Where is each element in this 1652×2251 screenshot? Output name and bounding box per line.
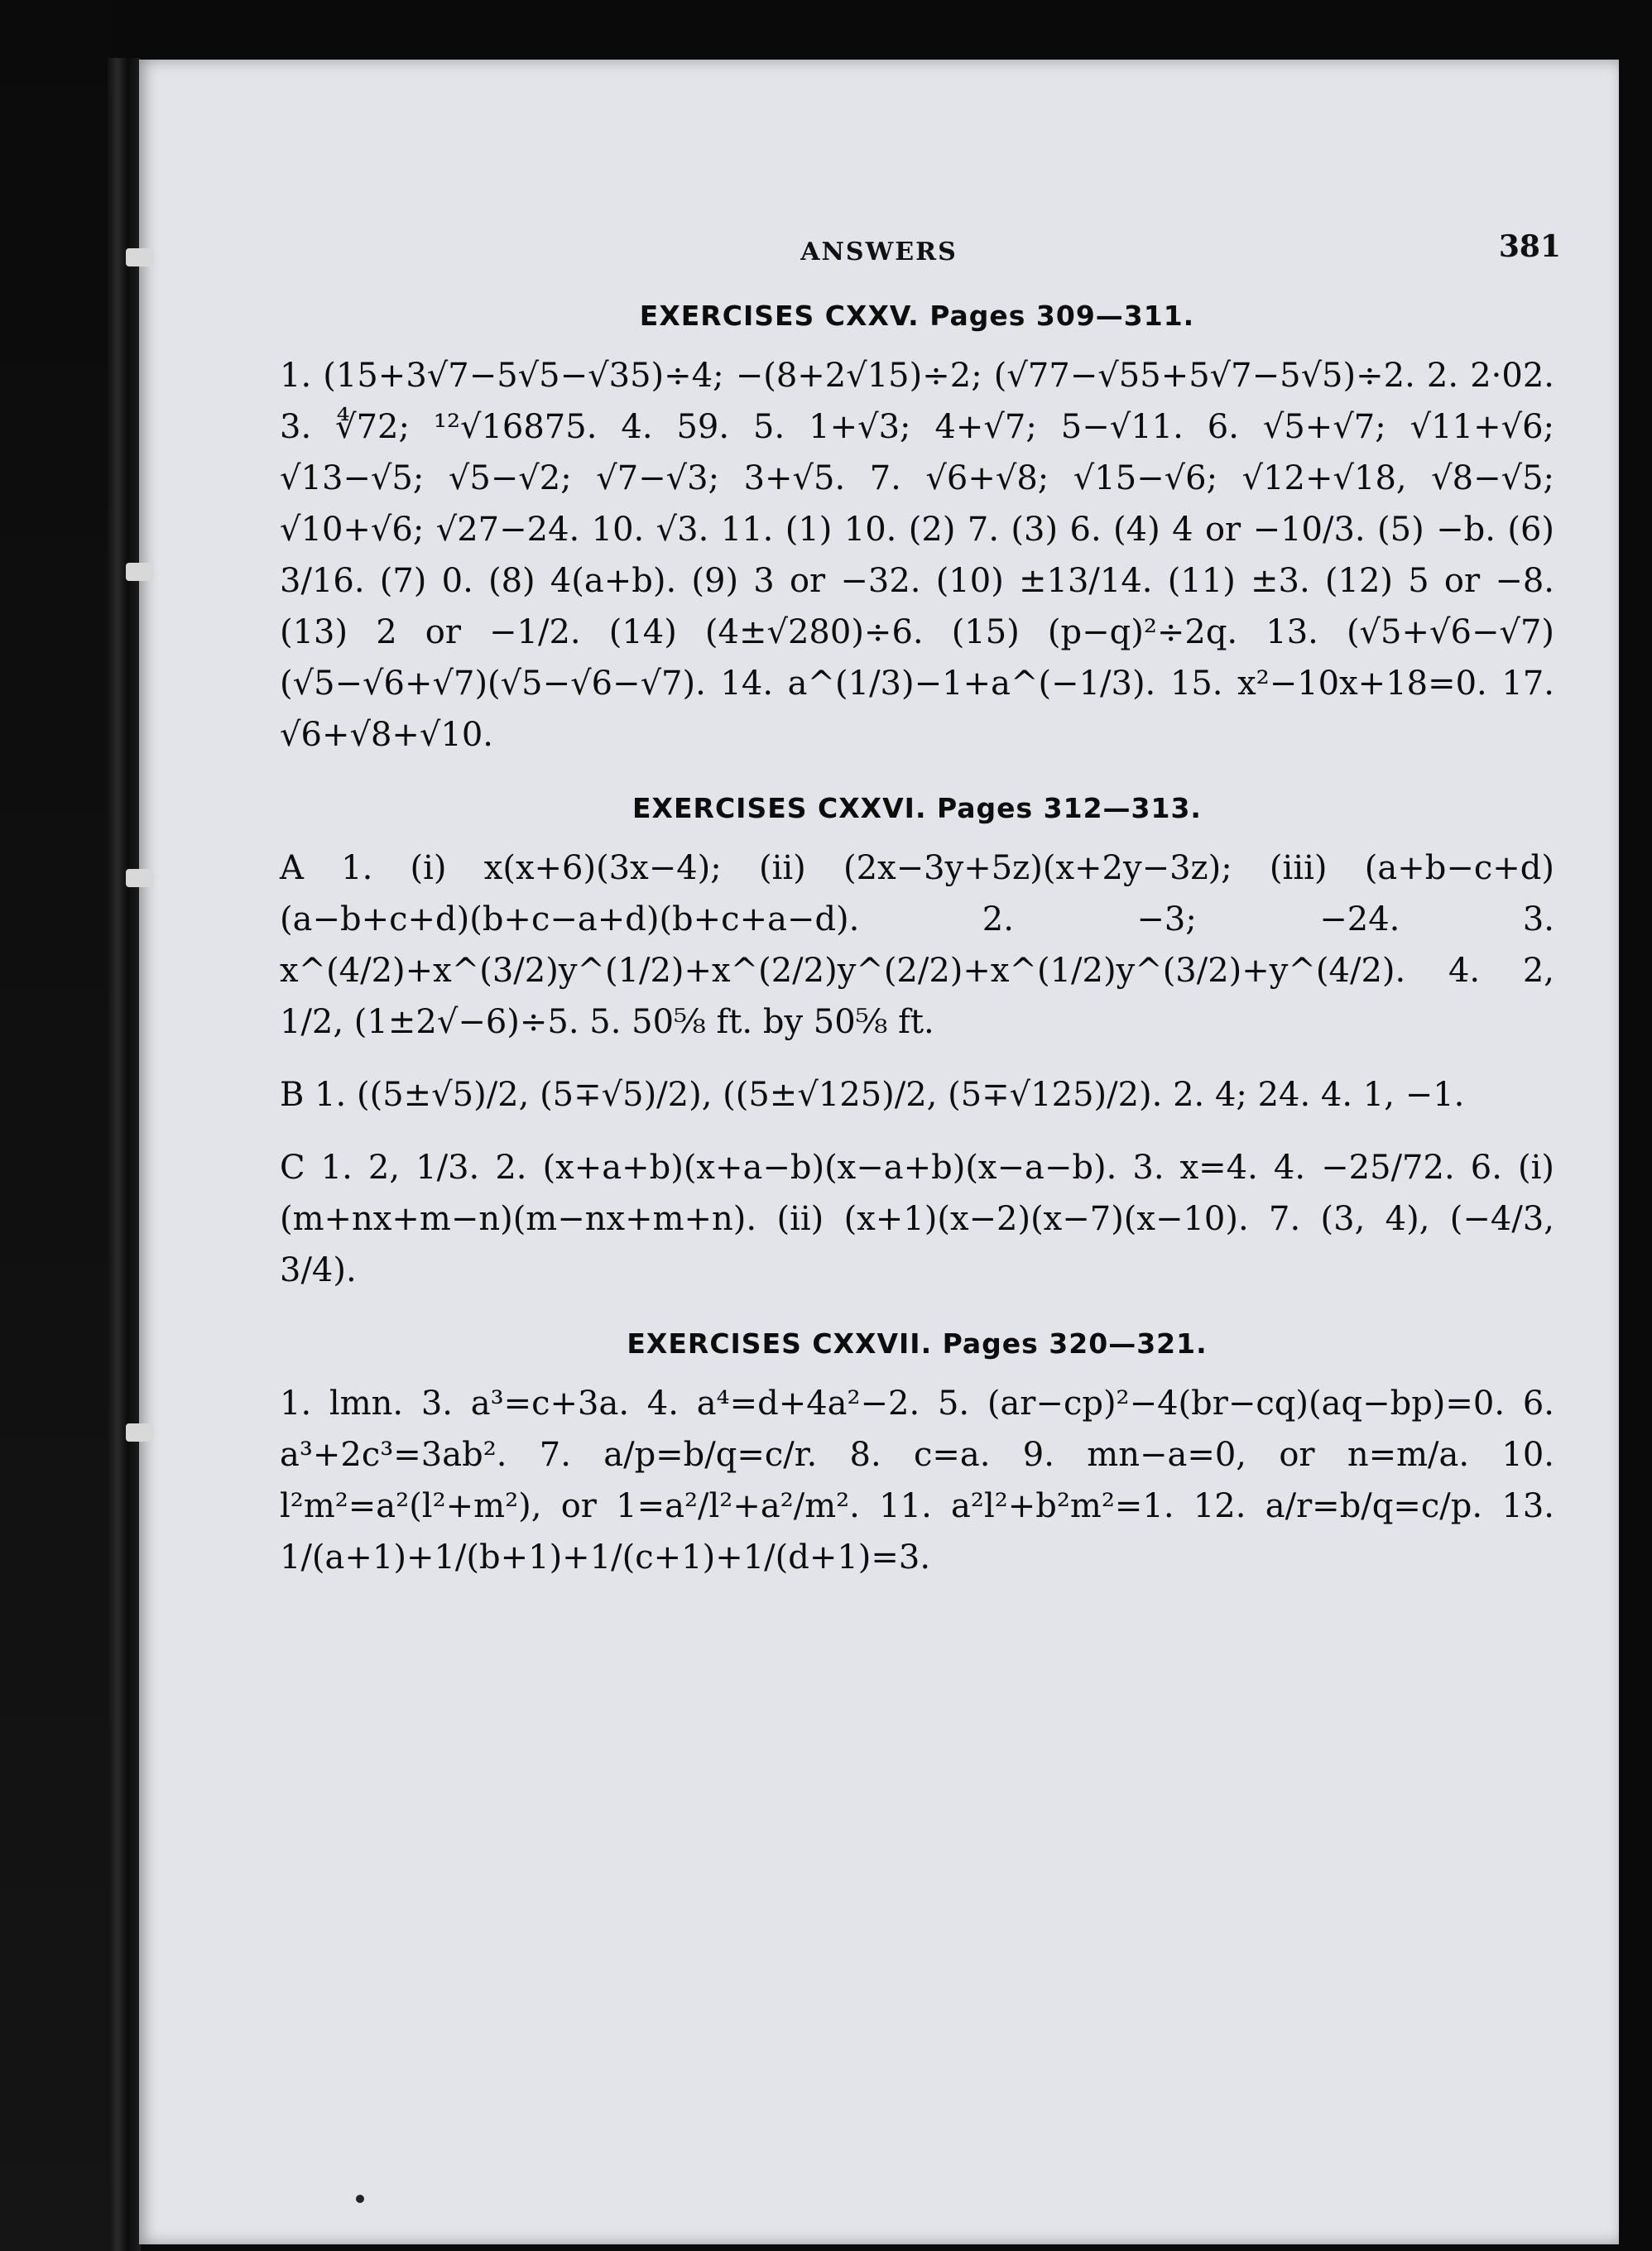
binding-clip: [126, 869, 154, 887]
ink-speck: [356, 2195, 364, 2203]
section-title-cxxvii: EXERCISES CXXVII. Pages 320—321.: [627, 1327, 1208, 1360]
section-title-cxxvi: EXERCISES CXXVI. Pages 312—313.: [632, 792, 1202, 824]
answers-cxxvi-a: A 1. (i) x(x+6)(3x−4); (ii) (2x−3y+5z)(x+2y−3z); (iii) (a+b−c+d)(a−b+c+d)(b+c−a+d)(b+c+a−d). 2. −3; −24. 3. x^(4/2)+x^(3/2)y^(1/2)+x^(2/2)y^(2/2)+x^(1/2)y^(3/2)+y^(4/2). 4. 2, 1/2, (1±2√−6)÷5. 5. 50⅝ ft. by 50⅝ ft.: [280, 849, 1565, 1041]
answers-cxxvii: 1. lmn. 3. a³=c+3a. 4. a⁴=d+4a²−2. 5. (ar−cp)²−4(br−cq)(aq−bp)=0. 6. a³+2c³=3ab². 7. a/p=b/q=c/r. 8. c=a. 9. mn−a=0, or n=m/a. 10. l²m²=a²(l²+m²), or 1=a²/l²+a²/m². 11. a²l²+b²m²=1. 12. a/r=b/q=c/p. 13. 1/(a+1)+1/(b+1)+1/(c+1)+1/(d+1)=3.: [280, 1385, 1565, 1577]
answers-cxxv: 1. (15+3√7−5√5−√35)÷4; −(8+2√15)÷2; (√77−√55+5√7−5√5)÷2. 2. 2·02. 3. ∜72; ¹²√16875. 4. 59. 5. 1+√3; 4+√7; 5−√11. 6. √5+√7; √11+√6; √13−√5; √5−√2; √7−√3; 3+√5. 7. √6+√8; √15−√6; √12+√18, √8−√5; √10+√6; √27−24. 10. √3. 11. (1) 10. (2) 7. (3) 6. (4) 4 or −10/3. (5) −b. (6) 3/16. (7) 0. (8) 4(a+b). (9) 3 or −32. (10) ±13/14. (11) ±3. (12) 5 or −8. (13) 2 or −1/2. (14) (4±√280)÷6. (15) (p−q)²÷2q. 13. (√5+√6−√7)(√5−√6+√7)(√5−√6−√7). 14. a^(1/3)−1+a^(−1/3). 15. x²−10x+18=0. 17. √6+√8+√10.: [280, 357, 1565, 754]
section-title-cxxv: EXERCISES CXXV. Pages 309—311.: [639, 300, 1195, 332]
answers-cxxvi-b: B 1. ((5±√5)/2, (5∓√5)/2), ((5±√125)/2, (5∓√125)/2). 2. 4; 24. 4. 1, −1.: [280, 1076, 1465, 1114]
answers-content: [280, 300, 1565, 1595]
running-head: ANSWERS: [800, 238, 958, 266]
page-number: 381: [1498, 229, 1561, 264]
facing-page-edge: [0, 0, 112, 2251]
page-header: [139, 229, 1619, 279]
book-page: [139, 60, 1619, 2244]
binding-clip: [126, 563, 154, 581]
binding-clip: [126, 248, 154, 266]
book-spine: [108, 58, 141, 2251]
binding-clip: [126, 1423, 154, 1442]
answers-cxxvi-c: C 1. 2, 1/3. 2. (x+a+b)(x+a−b)(x−a+b)(x−a−b). 3. x=4. 4. −25/72. 6. (i) (m+nx+m−n)(m−nx+m+n). (ii) (x+1)(x−2)(x−7)(x−10). 7. (3, 4), (−4/3, 3/4).: [280, 1149, 1565, 1289]
